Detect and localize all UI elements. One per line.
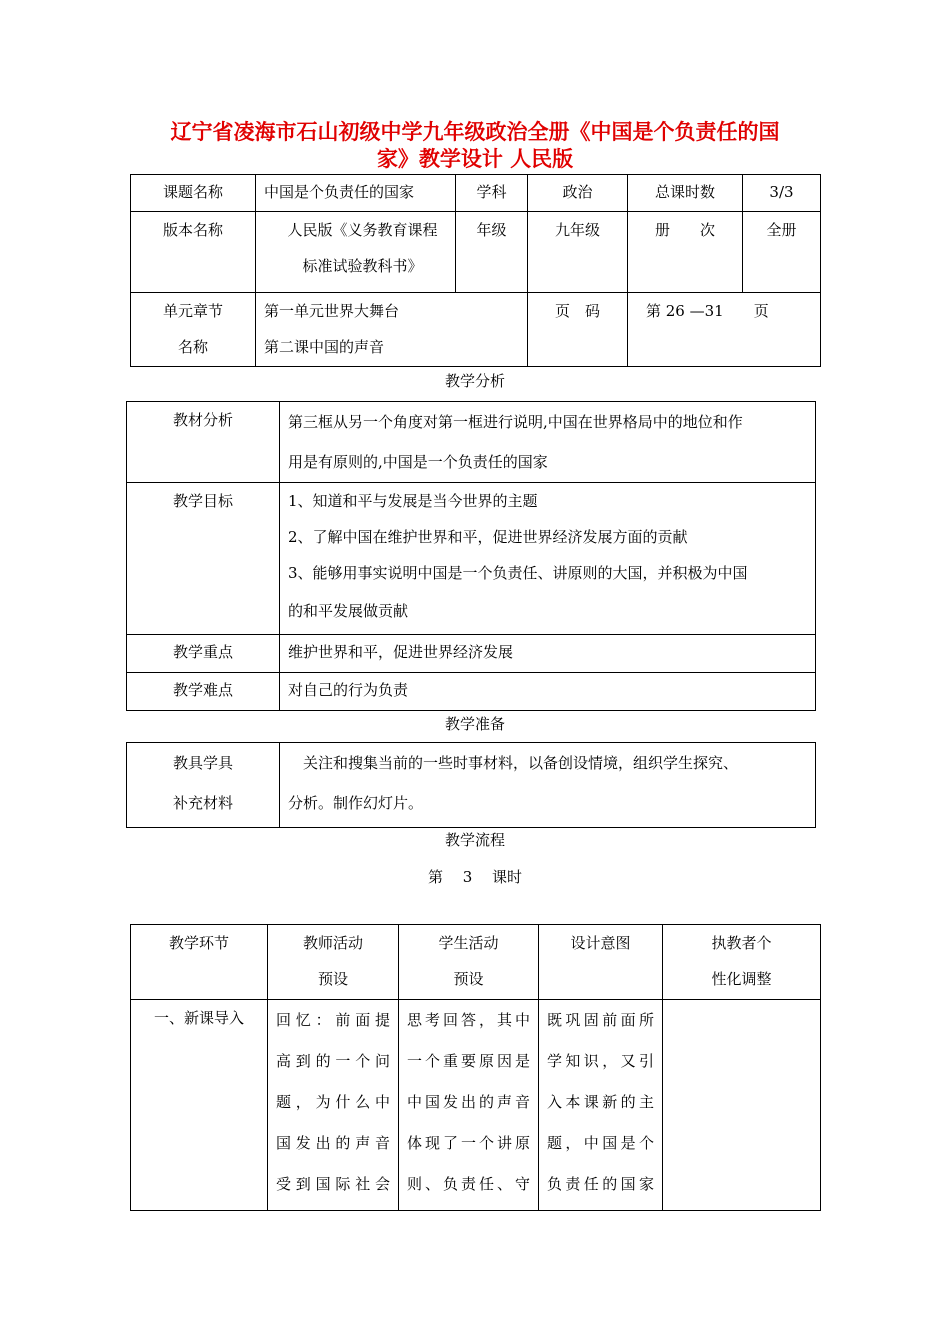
material-line-2: 用是有原则的,中国是一个负责任的国家	[288, 453, 548, 471]
row1-design-line: 题，中国是个	[547, 1134, 654, 1152]
row1-design-line: 学知识，又引	[547, 1052, 654, 1070]
key-value: 维护世界和平，促进世界经济发展	[280, 635, 816, 673]
difficulty-value: 对自己的行为负责	[280, 673, 816, 711]
row1-student-line: 思考回答，其中	[407, 1011, 530, 1029]
preparation-label-line-2: 补充材料	[172, 794, 233, 812]
header-adjust-line-1: 执教者个	[711, 934, 772, 952]
preparation-label-line-1: 教具学具	[172, 754, 233, 772]
row1-teacher-line: 高到的一个问	[276, 1052, 390, 1070]
goal-3-line-1: 3、能够用事实说明中国是一个负责任、讲原则的大国，并积极为中国	[288, 564, 748, 582]
volume-label: 册 次	[628, 212, 743, 293]
preparation-heading: 教学准备	[444, 715, 505, 733]
header-student	[399, 925, 539, 1000]
unit-value-line-2: 第二课中国的声音	[264, 338, 385, 356]
unit-value-line-1: 第一单元世界大舞台	[264, 302, 400, 320]
header-teacher-line-2: 预设	[317, 970, 348, 988]
flow-table	[130, 924, 821, 1211]
hours-label: 总课时数	[628, 175, 743, 212]
lesson-number: 第 3 课时	[427, 868, 523, 886]
row1-design-line: 入本课新的主	[547, 1093, 654, 1111]
goal-3-line-2: 的和平发展做贡献	[288, 602, 409, 620]
difficulty-label: 教学难点	[127, 673, 280, 711]
preparation-table	[126, 742, 816, 828]
goal-value	[280, 483, 816, 635]
header-student-line-1: 学生活动	[438, 934, 499, 952]
row1-stage: 一、新课导入	[131, 1000, 268, 1211]
preparation-value	[280, 743, 816, 828]
header-adjust-line-2: 性化调整	[711, 970, 772, 988]
preparation-line-1: 关注和搜集当前的一些时事材料，以备创设情境，组织学生探究、	[288, 754, 739, 772]
row1-teacher	[268, 1000, 399, 1211]
row1-teacher-line: 题，为什么中	[276, 1093, 390, 1111]
edition-label: 版本名称	[131, 212, 256, 293]
key-label: 教学重点	[127, 635, 280, 673]
grade-value: 九年级	[528, 212, 628, 293]
topic-value: 中国是个负责任的国家	[256, 175, 456, 212]
goal-1: 1、知道和平与发展是当今世界的主题	[288, 492, 538, 510]
header-student-line-2: 预设	[453, 970, 484, 988]
material-line-1: 第三框从另一个角度对第一框进行说明,中国在世界格局中的地位和作	[288, 413, 743, 431]
row1-student-line: 中国发出的声音	[407, 1093, 530, 1111]
header-teacher-line-1: 教师活动	[302, 934, 363, 952]
row1-teacher-line: 受到国际社会	[276, 1175, 390, 1193]
goal-label: 教学目标	[127, 483, 280, 635]
preparation-label	[127, 743, 280, 828]
topic-label: 课题名称	[131, 175, 256, 212]
row1-student-line: 则、负责任、守	[407, 1175, 530, 1193]
material-label: 教材分析	[127, 402, 280, 483]
hours-value: 3/3	[743, 175, 821, 212]
unit-label	[131, 293, 256, 367]
subject-label: 学科	[456, 175, 528, 212]
course-info-table	[130, 174, 821, 367]
row1-adjust	[663, 1000, 821, 1211]
header-stage: 教学环节	[131, 925, 268, 1000]
header-adjust	[663, 925, 821, 1000]
grade-label: 年级	[456, 212, 528, 293]
preparation-line-2: 分析。制作幻灯片。	[288, 794, 424, 812]
row1-design-line: 既巩固前面所	[547, 1011, 654, 1029]
row1-student	[399, 1000, 539, 1211]
header-design: 设计意图	[539, 925, 663, 1000]
row1-design-line: 负责任的国家	[547, 1175, 654, 1193]
row1-design	[539, 1000, 663, 1211]
title-line-1: 辽宁省凌海市石山初级中学九年级政治全册《中国是个负责任的国	[170, 119, 780, 144]
unit-value	[256, 293, 528, 367]
edition-value	[256, 212, 456, 293]
analysis-heading: 教学分析	[444, 372, 505, 390]
subject-value: 政治	[528, 175, 628, 212]
material-value	[280, 402, 816, 483]
unit-label-line-2: 名称	[177, 338, 208, 356]
volume-value: 全册	[743, 212, 821, 293]
document-title	[120, 118, 830, 172]
row1-student-line: 体现了一个讲原	[407, 1134, 530, 1152]
row1-teacher-line: 国发出的声音	[276, 1134, 390, 1152]
edition-value-line-2: 标准试验教科书》	[302, 257, 423, 275]
row1-student-line: 一个重要原因是	[407, 1052, 530, 1070]
title-line-2: 家》教学设计 人民版	[376, 146, 574, 171]
page-value: 第 26 —31 页	[628, 293, 821, 367]
analysis-table	[126, 401, 816, 711]
page-label: 页 码	[528, 293, 628, 367]
header-teacher	[268, 925, 399, 1000]
flow-heading: 教学流程	[444, 831, 505, 849]
row1-teacher-line: 回忆：前面提	[276, 1011, 390, 1029]
unit-label-line-1: 单元章节	[162, 302, 223, 320]
goal-2: 2、了解中国在维护世界和平，促进世界经济发展方面的贡献	[288, 528, 688, 546]
edition-value-line-1: 人民版《义务教育课程	[287, 221, 438, 239]
